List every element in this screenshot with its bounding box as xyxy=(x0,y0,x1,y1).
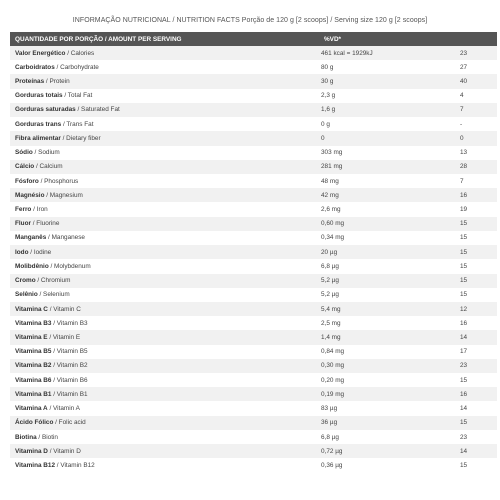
amount-per-serving-header: QUANTIDADE POR PORÇÃO / AMOUNT PER SERVING xyxy=(10,32,319,46)
nutrient-amount: 6,8 µg xyxy=(319,259,460,273)
nutrient-name-en: / Phosphorus xyxy=(38,177,79,185)
nutrient-name xyxy=(10,302,319,316)
table-row xyxy=(10,416,497,430)
nutrient-name-en: / Protein xyxy=(44,78,70,86)
nutrient-name-en: / Calcium xyxy=(34,163,63,171)
nutrient-name xyxy=(10,74,319,88)
nutrient-name xyxy=(10,359,319,373)
nutrient-name-pt: Sódio xyxy=(15,149,33,157)
nutrient-name-en: / Vitamin B12 xyxy=(55,461,95,469)
nutrient-name-pt: Manganês xyxy=(15,234,47,242)
nutrient-name-pt: Cromo xyxy=(15,277,36,285)
nutrient-name-en: / Total Fat xyxy=(62,92,93,100)
nutrient-name xyxy=(10,430,319,444)
nutrient-name-pt: Valor Energético xyxy=(15,49,66,57)
nutrient-name-pt: Ferro xyxy=(15,206,32,214)
table-row xyxy=(10,74,497,88)
nutrient-name xyxy=(10,458,319,472)
nutrient-amount: 0,20 mg xyxy=(319,373,460,387)
nutrient-amount: 20 µg xyxy=(319,245,460,259)
nutrient-name xyxy=(10,131,319,145)
nutrient-name-en: / Vitamin C xyxy=(47,305,81,313)
nutrient-name-pt: Vitamina A xyxy=(15,405,48,413)
nutrient-name xyxy=(10,387,319,401)
nutrient-name xyxy=(10,259,319,273)
nutrient-daily-value: 12 xyxy=(460,302,497,316)
nutrient-daily-value: 23 xyxy=(460,46,497,60)
nutrient-name-en: / Magnesium xyxy=(44,191,83,199)
nutrient-name xyxy=(10,188,319,202)
nutrient-name xyxy=(10,401,319,415)
nutrient-amount: 5,2 µg xyxy=(319,274,460,288)
nutrient-name-en: / Dietary fiber xyxy=(60,134,101,142)
nutrient-amount: 83 µg xyxy=(319,401,460,415)
table-row xyxy=(10,444,497,458)
table-row xyxy=(10,259,497,273)
nutrient-daily-value: 13 xyxy=(460,146,497,160)
nutrient-daily-value: 28 xyxy=(460,160,497,174)
table-row xyxy=(10,430,497,444)
daily-value-header: %VD* xyxy=(319,32,460,46)
nutrient-daily-value: 40 xyxy=(460,74,497,88)
nutrient-name-en: / Folic acid xyxy=(53,419,86,427)
nutrient-amount: 36 µg xyxy=(319,416,460,430)
nutrient-name xyxy=(10,103,319,117)
nutrient-daily-value: 15 xyxy=(460,217,497,231)
nutrient-name-en: / Carbohydrate xyxy=(54,63,99,71)
nutrient-amount: 2,5 mg xyxy=(319,316,460,330)
nutrient-name xyxy=(10,373,319,387)
nutrient-amount: 0,19 mg xyxy=(319,387,460,401)
nutrient-amount: 0,72 µg xyxy=(319,444,460,458)
nutrient-name-en: / Vitamin E xyxy=(47,333,81,341)
table-row xyxy=(10,46,497,60)
table-row xyxy=(10,131,497,145)
nutrient-daily-value: 16 xyxy=(460,387,497,401)
nutrient-name-en: / Vitamin D xyxy=(47,447,81,455)
nutrient-daily-value: 14 xyxy=(460,444,497,458)
nutrient-name-en: / Manganese xyxy=(46,234,85,242)
nutrient-daily-value: 15 xyxy=(460,259,497,273)
nutrient-name-en: / Saturated Fat xyxy=(75,106,120,114)
nutrient-daily-value: 7 xyxy=(460,174,497,188)
nutrient-name-en: / Vitamin B6 xyxy=(51,376,88,384)
table-row xyxy=(10,89,497,103)
nutrient-name-pt: Vitamina B3 xyxy=(15,319,52,327)
nutrient-name-en: / Chromium xyxy=(35,277,71,285)
table-row xyxy=(10,117,497,131)
table-row xyxy=(10,188,497,202)
table-row xyxy=(10,202,497,216)
nutrient-name-en: / Iodine xyxy=(28,248,52,256)
nutrient-amount: 2,3 g xyxy=(319,89,460,103)
nutrient-name xyxy=(10,444,319,458)
nutrient-name-en: / Fluorine xyxy=(30,220,60,228)
nutrient-name-en: / Sodium xyxy=(32,149,60,157)
nutrient-name-pt: Vitamina B12 xyxy=(15,461,56,469)
nutrient-name xyxy=(10,160,319,174)
nutrient-name xyxy=(10,231,319,245)
nutrient-daily-value: 23 xyxy=(460,430,497,444)
nutrient-daily-value: 15 xyxy=(460,416,497,430)
nutrient-amount: 5,2 µg xyxy=(319,288,460,302)
nutrient-name xyxy=(10,345,319,359)
nutrient-daily-value: 15 xyxy=(460,231,497,245)
nutrient-name-pt: Vitamina C xyxy=(15,305,48,313)
nutrient-amount: 6,8 µg xyxy=(319,430,460,444)
table-row xyxy=(10,288,497,302)
nutrient-amount: 0,60 mg xyxy=(319,217,460,231)
nutrient-name-en: / Vitamin B3 xyxy=(51,319,88,327)
nutrient-name xyxy=(10,245,319,259)
nutrient-daily-value: 15 xyxy=(460,373,497,387)
nutrient-name-pt: Vitamina B6 xyxy=(15,376,52,384)
nutrient-amount: 1,6 g xyxy=(319,103,460,117)
table-row xyxy=(10,231,497,245)
nutrient-name xyxy=(10,174,319,188)
nutrient-amount: 1,4 mg xyxy=(319,330,460,344)
nutrient-name-pt: Carboidratos xyxy=(15,63,55,71)
table-row xyxy=(10,103,497,117)
nutrient-name-en: / Selenium xyxy=(37,291,70,299)
table-row xyxy=(10,401,497,415)
nutrient-name-en: / Vitamin A xyxy=(47,405,80,413)
table-row xyxy=(10,302,497,316)
table-row xyxy=(10,245,497,259)
table-row xyxy=(10,387,497,401)
nutrient-daily-value: 0 xyxy=(460,131,497,145)
nutrient-name-pt: Vitamina B2 xyxy=(15,362,52,370)
nutrient-amount: 461 kcal = 1929kJ xyxy=(319,46,460,60)
nutrient-amount: 30 g xyxy=(319,74,460,88)
nutrient-daily-value: 15 xyxy=(460,288,497,302)
table-row xyxy=(10,60,497,74)
nutrient-name-pt: Biotina xyxy=(15,433,37,441)
nutrient-daily-value: 4 xyxy=(460,89,497,103)
nutrient-amount: 0 g xyxy=(319,117,460,131)
nutrient-name-en: / Vitamin B1 xyxy=(51,390,88,398)
nutrient-name xyxy=(10,274,319,288)
nutrient-name xyxy=(10,46,319,60)
table-row xyxy=(10,345,497,359)
nutrient-name xyxy=(10,202,319,216)
nutrient-name xyxy=(10,316,319,330)
table-row xyxy=(10,217,497,231)
nutrient-amount: 0,30 mg xyxy=(319,359,460,373)
nutrient-daily-value: 15 xyxy=(460,274,497,288)
nutrient-name-en: / Biotin xyxy=(36,433,58,441)
nutrient-name xyxy=(10,416,319,430)
table-row xyxy=(10,373,497,387)
nutrient-amount: 0,84 mg xyxy=(319,345,460,359)
nutrient-name xyxy=(10,117,319,131)
nutrient-name-pt: Iodo xyxy=(15,248,29,256)
nutrient-name-pt: Fósforo xyxy=(15,177,39,185)
nutrient-daily-value: 19 xyxy=(460,202,497,216)
nutrient-daily-value: 15 xyxy=(460,245,497,259)
nutrient-name xyxy=(10,288,319,302)
nutrient-daily-value: 16 xyxy=(460,188,497,202)
nutrient-amount: 0,34 mg xyxy=(319,231,460,245)
nutrient-amount: 48 mg xyxy=(319,174,460,188)
nutrient-name xyxy=(10,60,319,74)
nutrient-name-pt: Fibra alimentar xyxy=(15,134,61,142)
nutrient-daily-value: 14 xyxy=(460,330,497,344)
nutrient-name xyxy=(10,146,319,160)
nutrient-name xyxy=(10,89,319,103)
nutrient-name-pt: Magnésio xyxy=(15,191,45,199)
table-row xyxy=(10,274,497,288)
table-header-row xyxy=(10,32,497,46)
nutrient-amount: 5,4 mg xyxy=(319,302,460,316)
nutrient-name xyxy=(10,330,319,344)
nutrient-amount: 80 g xyxy=(319,60,460,74)
nutrient-amount: 0 xyxy=(319,131,460,145)
nutrition-table xyxy=(10,32,497,473)
nutrient-name-en: / Vitamin B5 xyxy=(51,348,88,356)
nutrient-name-pt: Gorduras saturadas xyxy=(15,106,76,114)
nutrient-daily-value: 27 xyxy=(460,60,497,74)
nutrient-name-pt: Fluor xyxy=(15,220,31,228)
nutrient-name-pt: Vitamina D xyxy=(15,447,48,455)
nutrient-amount: 281 mg xyxy=(319,160,460,174)
nutrient-amount: 42 mg xyxy=(319,188,460,202)
nutrient-name-en: / Trans Fat xyxy=(61,120,94,128)
table-row xyxy=(10,174,497,188)
empty-header xyxy=(460,32,497,46)
nutrient-name-pt: Molibdênio xyxy=(15,262,49,270)
nutrient-name xyxy=(10,217,319,231)
nutrient-name-en: / Vitamin B2 xyxy=(51,362,88,370)
nutrient-name-pt: Vitamina B1 xyxy=(15,390,52,398)
table-row xyxy=(10,330,497,344)
table-row xyxy=(10,458,497,472)
nutrient-daily-value: 23 xyxy=(460,359,497,373)
nutrient-daily-value: 16 xyxy=(460,316,497,330)
nutrient-daily-value: 17 xyxy=(460,345,497,359)
nutrient-name-pt: Cálcio xyxy=(15,163,35,171)
nutrient-daily-value: 7 xyxy=(460,103,497,117)
nutrient-name-en: / Iron xyxy=(31,206,48,214)
nutrient-amount: 0,36 µg xyxy=(319,458,460,472)
nutrient-name-pt: Ácido Fólico xyxy=(15,419,54,427)
table-body xyxy=(10,46,497,473)
nutrient-name-pt: Gorduras trans xyxy=(15,120,62,128)
nutrient-name-pt: Proteínas xyxy=(15,78,45,86)
nutrition-facts-title: INFORMAÇÃO NUTRICIONAL / NUTRITION FACTS Porção de 120 g [2 scoops] / Serving size 120 g [2 scoops] xyxy=(72,17,428,24)
table-row xyxy=(10,160,497,174)
nutrient-daily-value: 15 xyxy=(460,458,497,472)
nutrient-amount: 303 mg xyxy=(319,146,460,160)
nutrient-name-pt: Vitamina B5 xyxy=(15,348,52,356)
nutrient-daily-value: 14 xyxy=(460,401,497,415)
table-row xyxy=(10,359,497,373)
nutrient-name-pt: Vitamina E xyxy=(15,333,48,341)
nutrient-amount: 2,6 mg xyxy=(319,202,460,216)
nutrient-name-en: / Molybdenum xyxy=(48,262,91,270)
nutrient-name-en: / Calories xyxy=(65,49,95,57)
nutrient-name-pt: Gorduras totais xyxy=(15,92,63,100)
table-row xyxy=(10,316,497,330)
nutrient-name-pt: Selênio xyxy=(15,291,38,299)
nutrient-daily-value: - xyxy=(460,117,497,131)
table-row xyxy=(10,146,497,160)
